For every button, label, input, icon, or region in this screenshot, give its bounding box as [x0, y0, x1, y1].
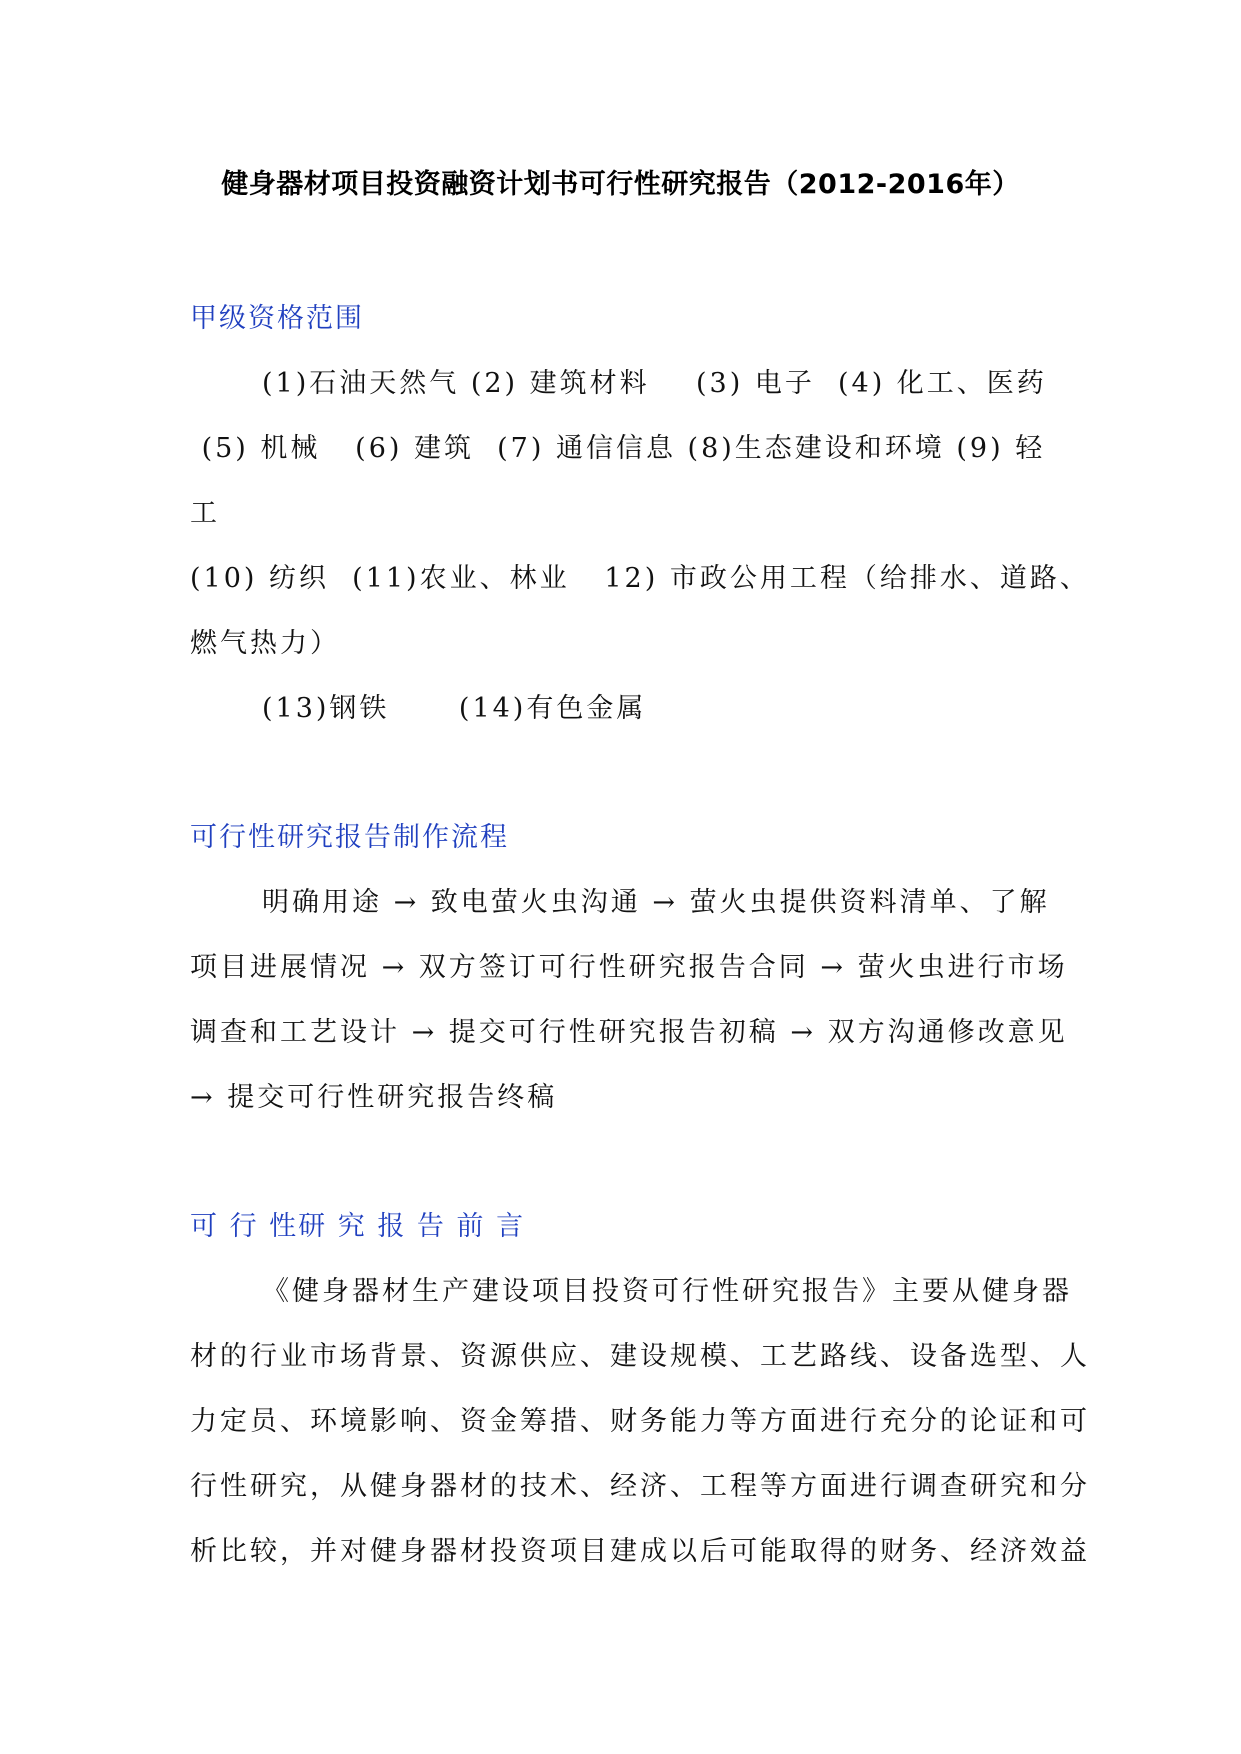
process-line-2: 项目进展情况 → 双方签订可行性研究报告合同 → 萤火虫进行市场	[190, 952, 1068, 983]
document-title: 健身器材项目投资融资计划书可行性研究报告（2012-2016年）	[221, 169, 1020, 200]
qualification-line-4: (10) 纺织 (11)农业、林业 12) 市政公用工程（给排水、道路、	[190, 563, 1090, 594]
process-line-4: → 提交可行性研究报告终稿	[190, 1082, 558, 1113]
heading-qualification: 甲级资格范围	[190, 303, 364, 334]
qualification-line-3: 工	[190, 498, 220, 529]
preface-line-5: 析比较，并对健身器材投资项目建成以后可能取得的财务、经济效益	[190, 1536, 1090, 1567]
qualification-line-6: (13)钢铁 (14)有色金属	[262, 693, 647, 724]
qualification-line-5: 燃气热力）	[190, 628, 340, 659]
process-line-1: 明确用途 → 致电萤火虫沟通 → 萤火虫提供资料清单、了解	[262, 887, 1050, 918]
preface-line-3: 力定员、环境影响、资金筹措、财务能力等方面进行充分的论证和可	[190, 1406, 1090, 1437]
preface-line-2: 材的行业市场背景、资源供应、建设规模、工艺路线、设备选型、人	[190, 1341, 1090, 1372]
preface-line-4: 行性研究，从健身器材的技术、经济、工程等方面进行调查研究和分	[190, 1471, 1090, 1502]
qualification-line-1: (1)石油天然气 (2) 建筑材料 (3) 电子 (4) 化工、医药	[262, 368, 1047, 399]
qualification-line-2: (5) 机械 (6) 建筑 (7) 通信信息 (8)生态建设和环境 (9) 轻	[190, 433, 1046, 464]
heading-preface: 可 行 性研 究 报 告 前 言	[190, 1211, 526, 1242]
heading-process: 可行性研究报告制作流程	[190, 822, 509, 853]
preface-line-1: 《健身器材生产建设项目投资可行性研究报告》主要从健身器	[262, 1276, 1072, 1307]
process-line-3: 调查和工艺设计 → 提交可行性研究报告初稿 → 双方沟通修改意见	[190, 1017, 1068, 1048]
